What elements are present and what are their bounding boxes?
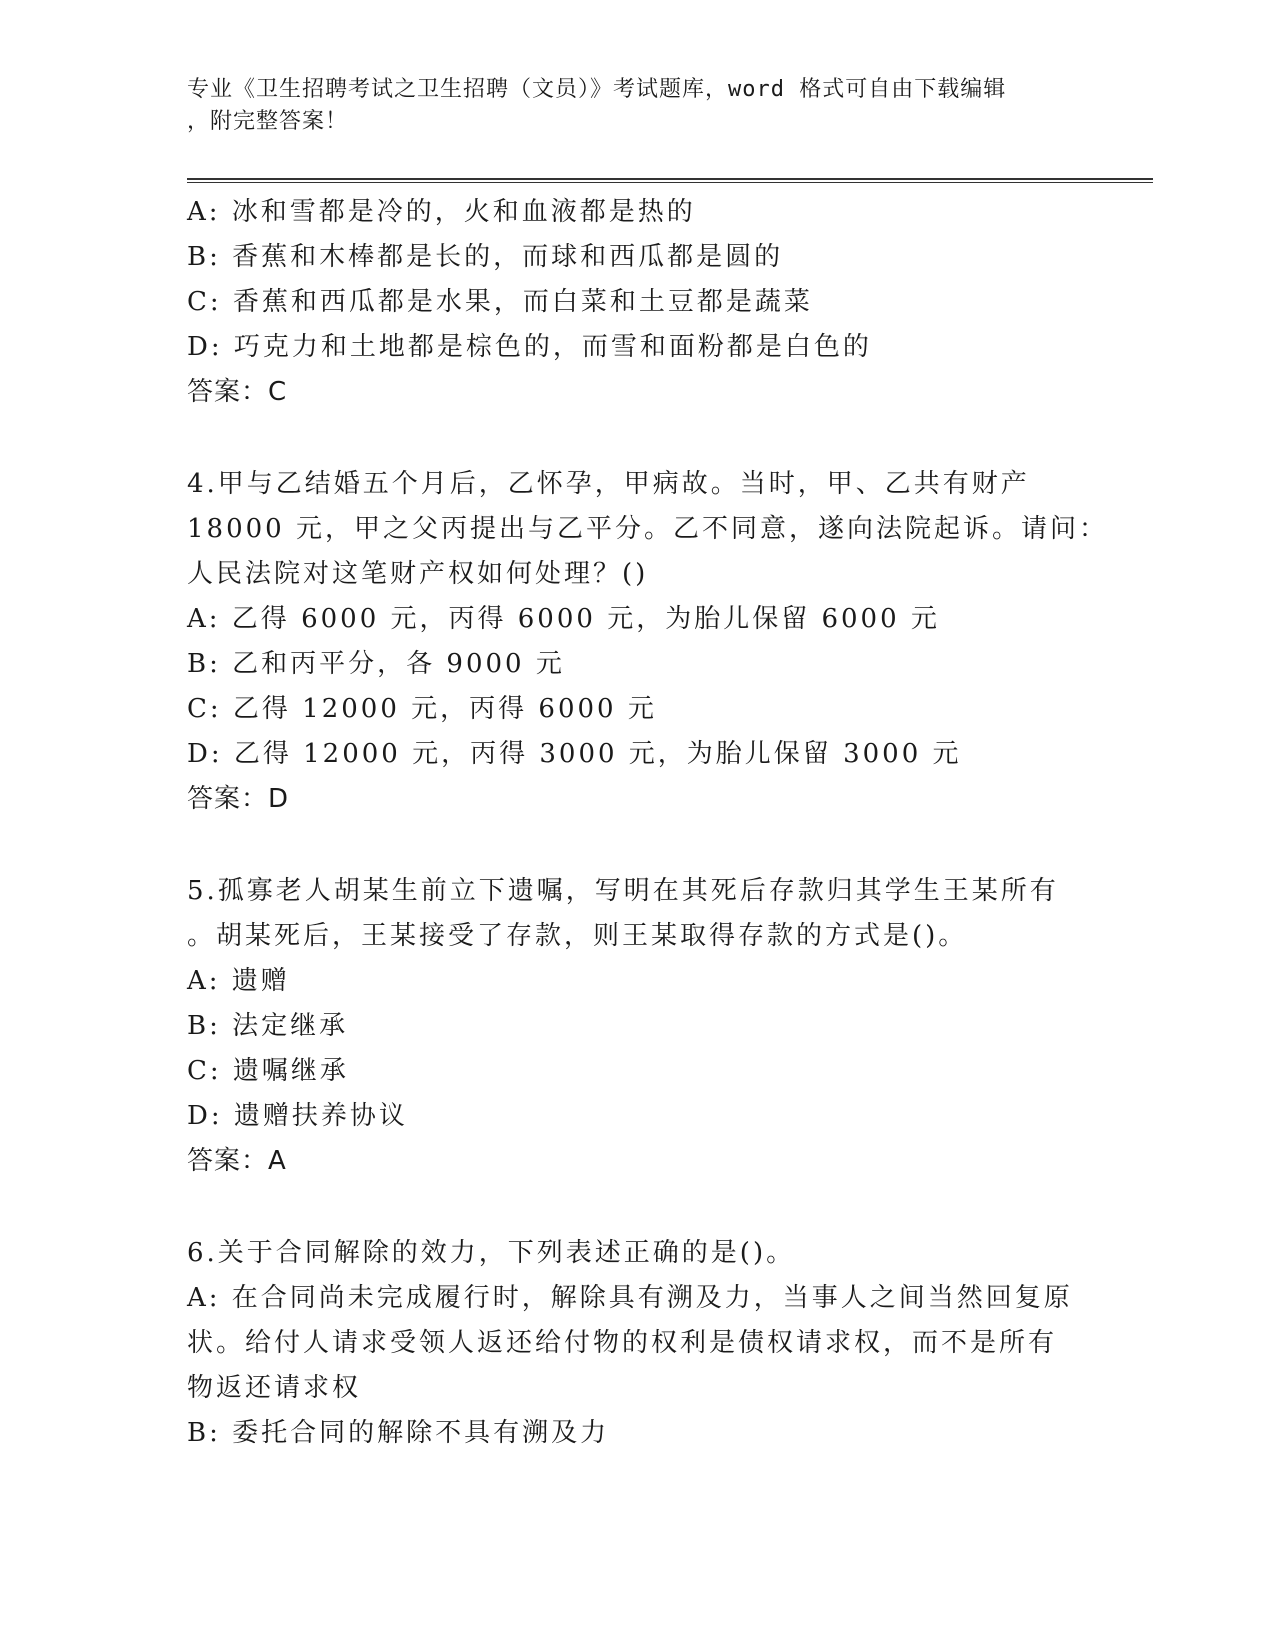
option-b: B: 香蕉和木棒都是长的，而球和西瓜都是圆的 [187, 242, 784, 272]
question-text-line: 6.关于合同解除的效力，下列表述正确的是()。 [187, 1238, 796, 1268]
block-spacer [187, 415, 1087, 462]
question-block [187, 1231, 1087, 1456]
option-c: C: 香蕉和西瓜都是水果，而白菜和土豆都是蔬菜 [187, 287, 813, 317]
option-a: A: 遗赠 [187, 966, 290, 996]
answer-label: 答案：A [187, 1146, 287, 1176]
option-d: D: 乙得 12000 元，丙得 3000 元，为胎儿保留 3000 元 [187, 739, 962, 769]
question-list [187, 190, 1108, 1456]
question-text-line: 18000 元，甲之父丙提出与乙平分。乙不同意，遂向法院起诉。请问： [187, 514, 1108, 544]
question-text-line: 。胡某死后，王某接受了存款，则王某取得存款的方式是()。 [187, 921, 968, 951]
question-block [187, 462, 1108, 822]
question-text-line: 人民法院对这笔财产权如何处理？() [187, 559, 649, 589]
option-d: D: 遗赠扶养协议 [187, 1101, 408, 1131]
option-b: B: 法定继承 [187, 1011, 349, 1041]
option-a: A: 乙得 6000 元，丙得 6000 元，为胎儿保留 6000 元 [187, 604, 940, 634]
document-header [187, 74, 1067, 138]
option-b: B: 委托合同的解除不具有溯及力 [187, 1418, 610, 1448]
option-c: C: 遗嘱继承 [187, 1056, 349, 1086]
question-block [187, 869, 1087, 1184]
option-a: A: 在合同尚未完成履行时，解除具有溯及力，当事人之间当然回复原 [187, 1283, 1073, 1313]
block-spacer [187, 1184, 1087, 1231]
option-a: A: 冰和雪都是冷的，火和血液都是热的 [187, 197, 696, 227]
answer-label: 答案：C [187, 377, 288, 407]
answer-label: 答案：D [187, 784, 290, 814]
question-text-line: 4.甲与乙结婚五个月后，乙怀孕，甲病故。当时，甲、乙共有财产 [187, 469, 1030, 499]
question-text-line: 5.孤寡老人胡某生前立下遗嘱，写明在其死后存款归其学生王某所有 [187, 876, 1059, 906]
option-d: D: 巧克力和土地都是棕色的，而雪和面粉都是白色的 [187, 332, 872, 362]
option-a-continuation: 物返还请求权 [187, 1373, 362, 1403]
header-line-1: 专业《卫生招聘考试之卫生招聘（文员）》考试题库，word 格式可自由下载编辑 [187, 77, 1007, 102]
header-divider [187, 178, 1153, 183]
option-a-continuation: 状。给付人请求受领人返还给付物的权利是债权请求权，而不是所有 [187, 1328, 1058, 1358]
block-spacer [187, 822, 1087, 869]
option-b: B: 乙和丙平分，各 9000 元 [187, 649, 565, 679]
option-c: C: 乙得 12000 元，丙得 6000 元 [187, 694, 657, 724]
question-block [187, 190, 1087, 415]
header-line-2: ，附完整答案！ [187, 109, 349, 134]
